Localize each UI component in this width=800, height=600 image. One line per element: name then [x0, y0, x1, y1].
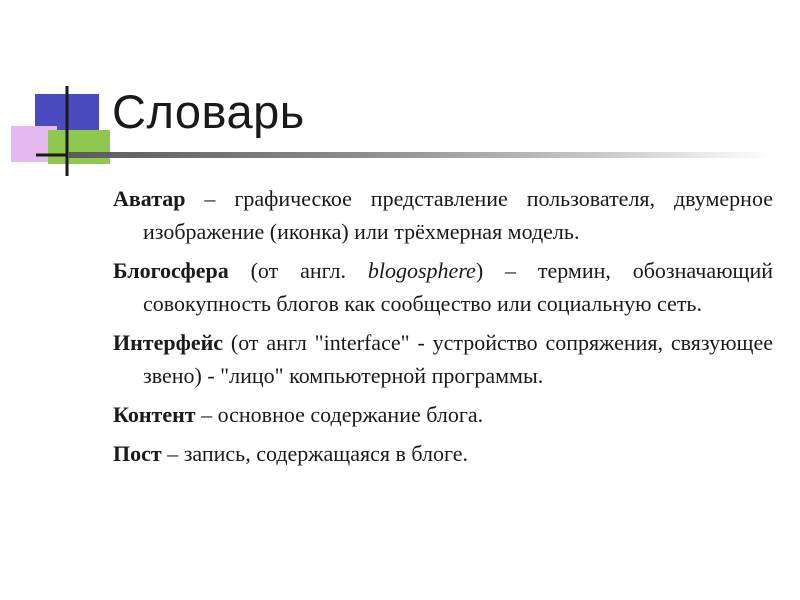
glossary-term: Блогосфера [113, 258, 229, 283]
glossary-list [113, 182, 773, 476]
green-square [48, 130, 110, 164]
glossary-definition: – основное содержание блога. [195, 402, 484, 427]
glossary-term: Контент [113, 402, 196, 427]
glossary-entry-blogosphere [113, 254, 773, 320]
glossary-entry-post [113, 437, 773, 470]
glossary-definition-prefix: (от англ. [228, 258, 368, 283]
glossary-entry-interface [113, 326, 773, 392]
page-title: Словарь [112, 85, 305, 138]
title-decoration [0, 0, 120, 190]
glossary-definition: – запись, содержащаяся в блоге. [161, 441, 468, 466]
glossary-term: Интерфейс [113, 330, 224, 355]
glossary-entry-content [113, 398, 773, 431]
title-underline [68, 152, 773, 158]
glossary-definition: ) – термин, обозначающий совокупность блогов как сообщество или социальную сеть. [143, 258, 774, 316]
glossary-entry-avatar [113, 182, 773, 248]
glossary-term: Пост [113, 441, 162, 466]
glossary-term: Аватар [113, 186, 186, 211]
glossary-definition: – графическое представление пользователя, двумерное изображение (иконка) или трёхмерная модель. [143, 186, 773, 244]
glossary-definition-english-word: blogosphere [367, 258, 476, 283]
glossary-definition: (от англ "interface" - устройство сопряжения, связующее звено) - "лицо" компьютерной программы. [143, 330, 773, 388]
